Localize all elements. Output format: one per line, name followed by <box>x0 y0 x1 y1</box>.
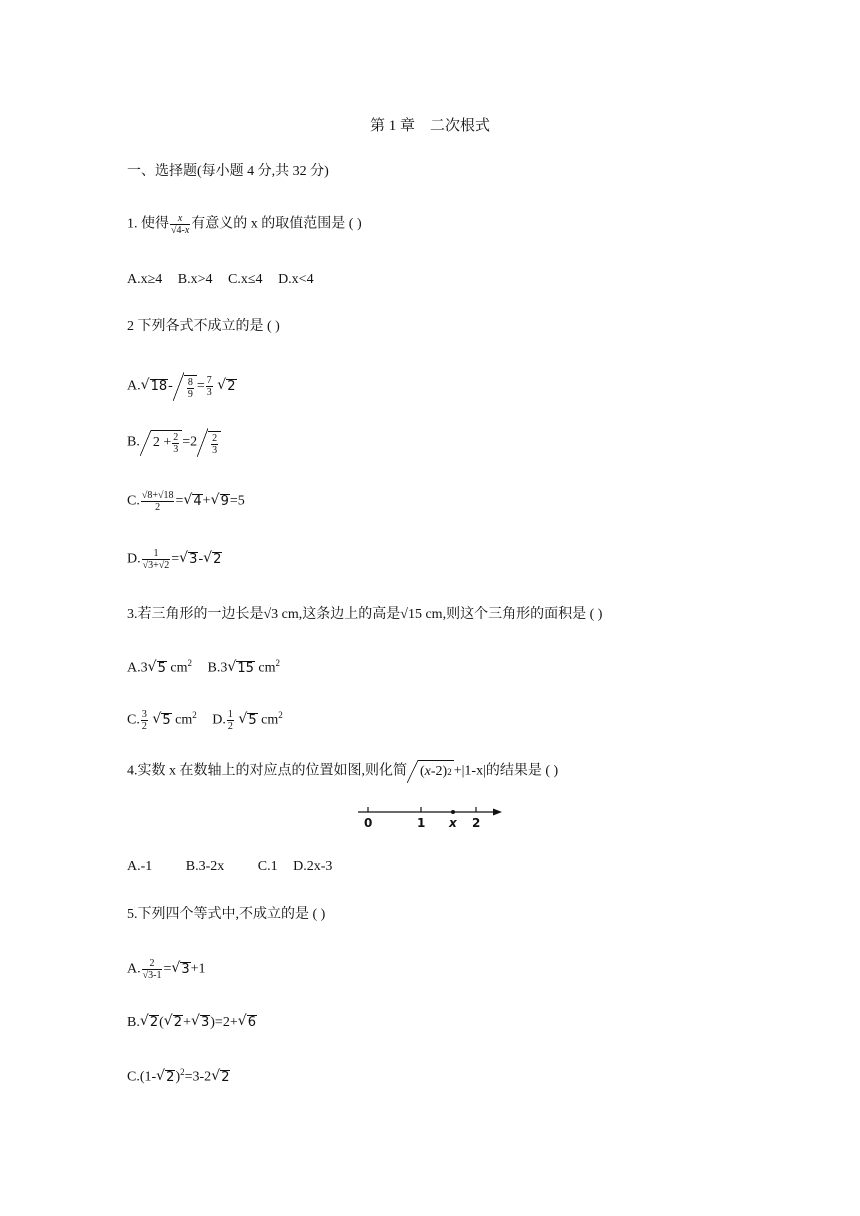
q1-option-a: A.x≥4 <box>127 272 163 287</box>
q5-option-a: A. $\frac{2}{√3-1}$ =√ 3+1 <box>127 958 206 981</box>
q4-prefix: 4.实数 x 在数轴上的对应点的位置如图,则化简 <box>127 763 407 779</box>
axis-label-2: 2 <box>472 816 481 830</box>
number-line-axis <box>356 800 506 834</box>
q4-suffix: +|1-x|的结果是 ( ) <box>453 763 559 779</box>
question-1 <box>127 213 362 236</box>
q3-options-cd: C. $\frac{3}{2}$ √ 5 $cm^2$ D. $\frac{1}{2}$ √ 5 $cm^2$ <box>127 705 283 732</box>
q1-suffix: 有意义的 x 的取值范围是 ( ) <box>191 216 362 232</box>
q4-radical: ( x -2) 2 <box>407 760 454 783</box>
question-5: 5.下列四个等式中,不成立的是 ( ) <box>127 907 326 922</box>
q4-option-b: B.3-2x <box>185 859 225 874</box>
q4-option-a: A.-1 <box>127 859 153 874</box>
q1-fraction: $\frac{x}{√4-x}$ <box>171 213 190 236</box>
q1-option-d: D.x<4 <box>278 272 314 287</box>
question-3: 3.若三角形的一边长是√3 cm,这条边上的高是√15 cm,则这个三角形的面积是 ( ) <box>127 607 603 622</box>
q1-option-c: C.x≤4 <box>228 272 263 287</box>
q2-option-c: C. $\frac{√8+√18}{2}$ =√ 4+√ 9=5 <box>127 490 245 513</box>
q1-option-b: B.x>4 <box>177 272 213 287</box>
axis-label-1: 1 <box>417 816 426 830</box>
page-title: 第 1 章 二次根式 <box>369 118 490 134</box>
q4-options <box>127 857 332 877</box>
q1-options <box>127 270 314 290</box>
q3-options-ab: A.3√ 5 $cm^2$ B.3√ 15 $cm^2$ <box>127 653 280 679</box>
number-line <box>356 800 506 834</box>
q4-option-d: D.2x-3 <box>293 859 333 874</box>
q5-option-b: B.√ 2(√ 2+√ 3)=2+√ 6 <box>127 1013 257 1033</box>
q2-option-b: B. 2 + $\frac{2}{3}$ =2 $\frac{2}{3}$ <box>127 428 221 457</box>
question-2: 2 下列各式不成立的是 ( ) <box>127 319 280 334</box>
q5-option-c: C.(1-√ 2)$^2$=3-2√ 2 <box>127 1062 230 1088</box>
axis-label-0: 0 <box>364 816 373 830</box>
section-heading: 一、选择题(每小题 4 分,共 32 分) <box>127 164 329 179</box>
q4-option-c: C.1 <box>257 859 278 874</box>
q1-prefix: 1. 使得 <box>127 216 169 232</box>
q2-option-d: D. $\frac{1}{√3+√2}$ =√ 3-√ 2 <box>127 548 222 571</box>
q2-option-a: A.√ 18- $\frac{8}{9}$ = $\frac{7}{3}$ √ 2 <box>127 372 237 401</box>
question-4 <box>127 760 558 783</box>
axis-label-x: x <box>449 816 457 830</box>
